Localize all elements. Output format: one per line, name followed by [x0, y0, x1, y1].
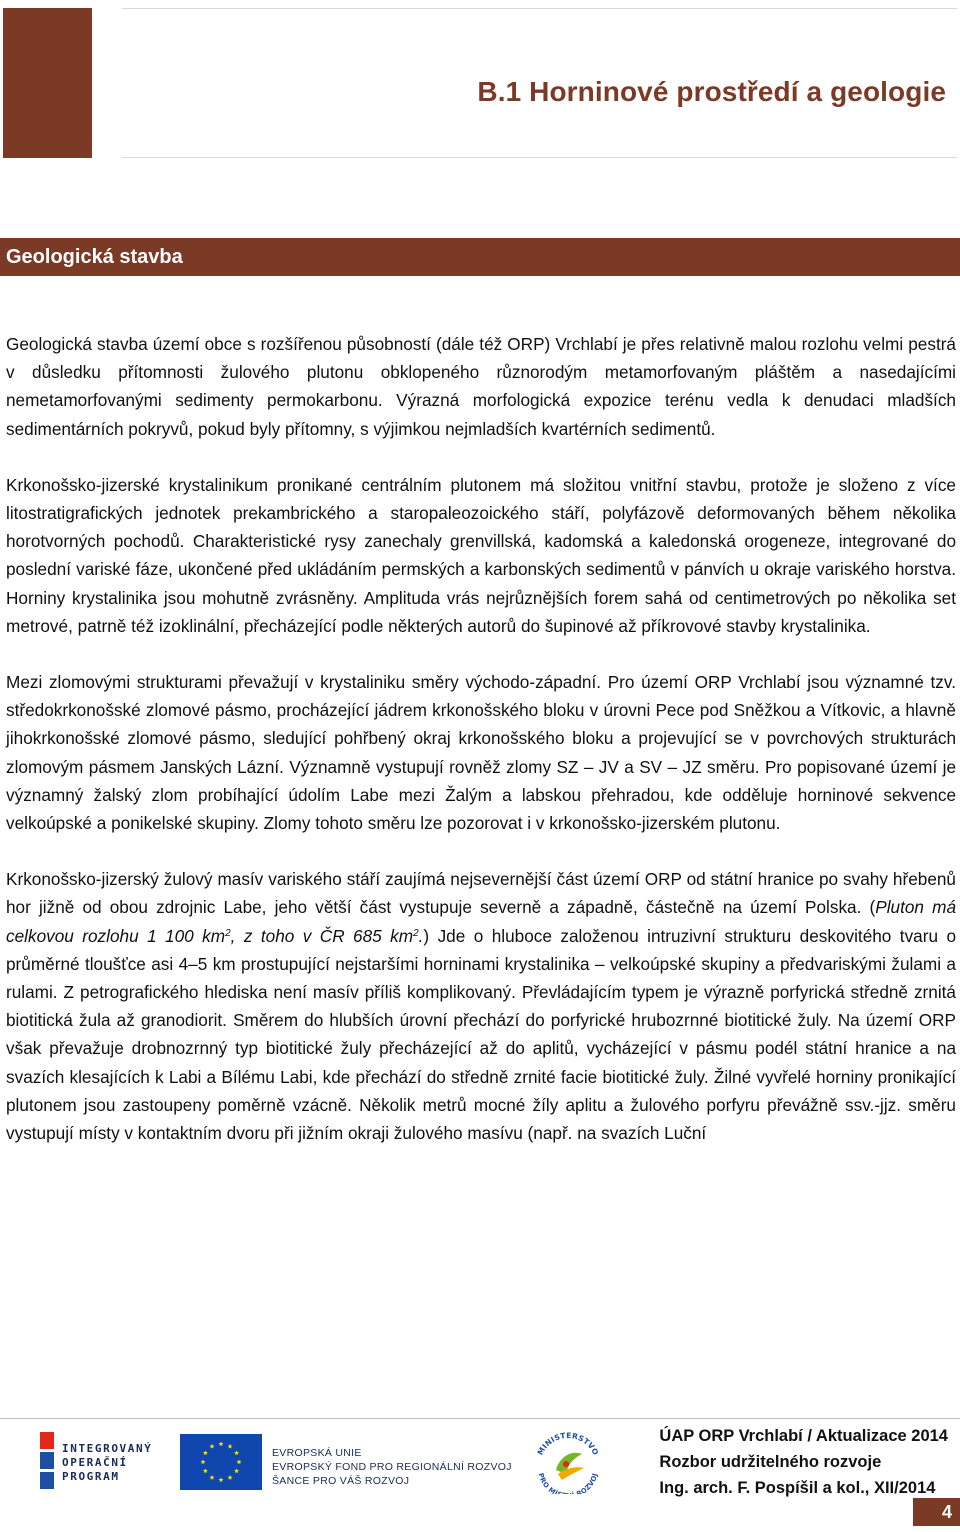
- eu-star-icon: [234, 1450, 239, 1455]
- superscript-km2-1: 2: [225, 927, 231, 939]
- eu-star-icon: [228, 1444, 233, 1449]
- eu-star-icon: [219, 1441, 224, 1446]
- eu-line-1: EVROPSKÁ UNIE: [272, 1447, 362, 1459]
- eu-logo-text: [272, 1446, 512, 1488]
- eu-star-icon: [203, 1450, 208, 1455]
- iop-line-1: INTEGROVANÝ: [62, 1442, 153, 1455]
- iop-logo: [40, 1430, 160, 1492]
- footer-project-title: ÚAP ORP Vrchlabí / Aktualizace 2014: [659, 1427, 948, 1445]
- page-number: 4: [913, 1498, 960, 1526]
- svg-text:MINISTERSTVO: [536, 1431, 601, 1457]
- eu-star-icon: [234, 1468, 239, 1473]
- paragraph-3: Mezi zlomovými strukturami převažují v krystaliniku směry východo-západní. Pro území ORP Vrchlabí jsou významné tzv. středokrkonošské zlomové pásmo, procházející jádrem krkonošského bloku v úrovni Pece pod Sněžkou a Vítkovic, a hlavně jihokrkonošské zlomové pásmo, sledující pohřbený okraj krkonošského bloku a projevující se v povrchových strukturách zlomovým pásmem Janských Lázní. Významně vystupují rovněž zlomy SZ – JV a SV – JZ směru. Pro popisované území je významný žalský zlom probíhající údolím Labe mezi Žalým a labskou přehradou, kde odděluje horninové sekvence velkoúpské a ponikelské skupiny. Zlomy tohoto směru lze pozorovat i v krkonošsko-jizerském plutonu.: [6, 672, 956, 834]
- header-corner-block: [3, 8, 92, 158]
- iop-logo-bars-icon: [40, 1432, 54, 1490]
- page-title: B.1 Horninové prostředí a geologie: [477, 76, 946, 107]
- iop-logo-text: [62, 1442, 152, 1484]
- eu-star-icon: [203, 1468, 208, 1473]
- paragraph-2: Krkonošsko-jizerské krystalinikum pronikané centrálním plutonem má složitou vnitřní stavbu, protože je složeno z více litostratigrafických jednotek prekambrického a staropaleozoického stáří, polyfázově deformovaných během několika horotvorných pochodů. Charakteristické rysy zanechaly grenvillská, kadomská a kaledonská orogeneze, integrované do poslední variské fáze, ukončené před ukládáním permských a karbonských sedimentů v pánvích u okraje variského horstva. Horniny krystalinika jsou mohutně zvrásněny. Amplituda vrás nejrůznějších forem sahá od centimetrových po několika set metrové, patrně též izoklinální, přecházející podle některých autorů do šupinové až příkrovové stavby krystalinika.: [6, 474, 956, 636]
- paragraph-4-part-a: Krkonošsko-jizerský žulový masív variského stáří zaujímá nejsevernější část území ORP od státní hranice po svahy hřebenů hor jižně od obou zdrojnic Labe, jeho větší část vystupuje severně a západně, částečně na území Polska. (: [6, 869, 956, 918]
- eu-star-icon: [228, 1475, 233, 1480]
- eu-star-icon: [201, 1459, 206, 1464]
- eu-star-icon: [237, 1459, 242, 1464]
- ministry-logo: [528, 1430, 608, 1494]
- pluton-area-text-1: Pluton má celkovou rozlohu 1 100 km: [6, 897, 956, 946]
- eu-star-icon: [210, 1444, 215, 1449]
- section-title: Geologická stavba: [6, 246, 183, 268]
- iop-line-3: PROGRAM: [62, 1470, 120, 1483]
- document-body: [6, 330, 956, 1175]
- footer-authors: Ing. arch. F. Pospíšil a kol., XII/2014: [659, 1479, 936, 1497]
- footer-document-info: [659, 1423, 948, 1501]
- ministry-emblem-icon: [528, 1430, 608, 1494]
- eu-line-2: EVROPSKÝ FOND PRO REGIONÁLNÍ ROZVOJ: [272, 1461, 512, 1473]
- paragraph-1: Geologická stavba území obce s rozšířenou působností (dále též ORP) Vrchlabí je přes relativně malou rozlohu velmi pestrá v důsledku přítomnosti žulového plutonu obklopeného různorodým metamorfovaným pláštěm a nasedajícími nemetamorfovanými sedimenty permokarbonu. Výrazná morfologická expozice terénu vedla k denudaci mladších sedimentárních pokryvů, pokud byly přítomny, s výjimkou nejmladších kvartérních sedimentů.: [6, 334, 956, 439]
- paragraph-4: [6, 865, 956, 1147]
- footer-divider: [0, 1418, 960, 1419]
- eu-star-icon: [210, 1475, 215, 1480]
- superscript-km2-2: 2: [413, 927, 419, 939]
- footer-document-subtitle: Rozbor udržitelného rozvoje: [659, 1453, 882, 1471]
- eu-flag-icon: [180, 1434, 262, 1490]
- section-heading-bar: [0, 238, 960, 276]
- eu-stars-icon: [180, 1434, 262, 1490]
- pluton-area-text-3: .: [418, 925, 424, 946]
- ministry-arc-bottom-text: PRO MÍ ROZVOJ: [536, 1472, 600, 1494]
- paragraph-4-part-b: ) Jde o hluboce založenou intruzivní strukturu deskovitého tvaru o průměrné tloušťce asi 4–5 km prostupující nejstaršími horninami krystalinika – velkoúpské skupiny a předvariskými žulami a rulami. Z petrografického hlediska není masív příliš komplikovaný. Převládajícím typem je výrazně porfyrická středně zrnitá biotitická žula až granodiorit. Směrem do hlubších úrovní přechází do porfyrické hrubozrnné biotitické žuly. Na území ORP však převažuje drobnozrnný typ biotitické žuly přecházející až do aplitů, vycházející v pásmu podél státní hranice a na svazích klesajících k Labi a Bílému Labi, kde přechází do středně zrnité facie biotitické žuly. Žilné vyvřelé horniny pronikající plutonem jsou zastoupeny poměrně vzácně. Několik metrů mocné žíly aplitu a žulového porfyru převážně ssv.-jjz. směru vystupují místy v kontaktním dvoru při jižním okraji žulového masívu (např. na svazích Luční: [6, 925, 956, 1144]
- ministry-arc-top-text: MINISTERSTVO: [535, 1430, 601, 1457]
- pluton-area-text-2: , z toho v ČR 685 km: [230, 925, 414, 946]
- eu-line-3: ŠANCE PRO VÁŠ ROZVOJ: [272, 1475, 410, 1487]
- eu-star-icon: [219, 1477, 224, 1482]
- iop-line-2: OPERAČNÍ: [62, 1456, 128, 1469]
